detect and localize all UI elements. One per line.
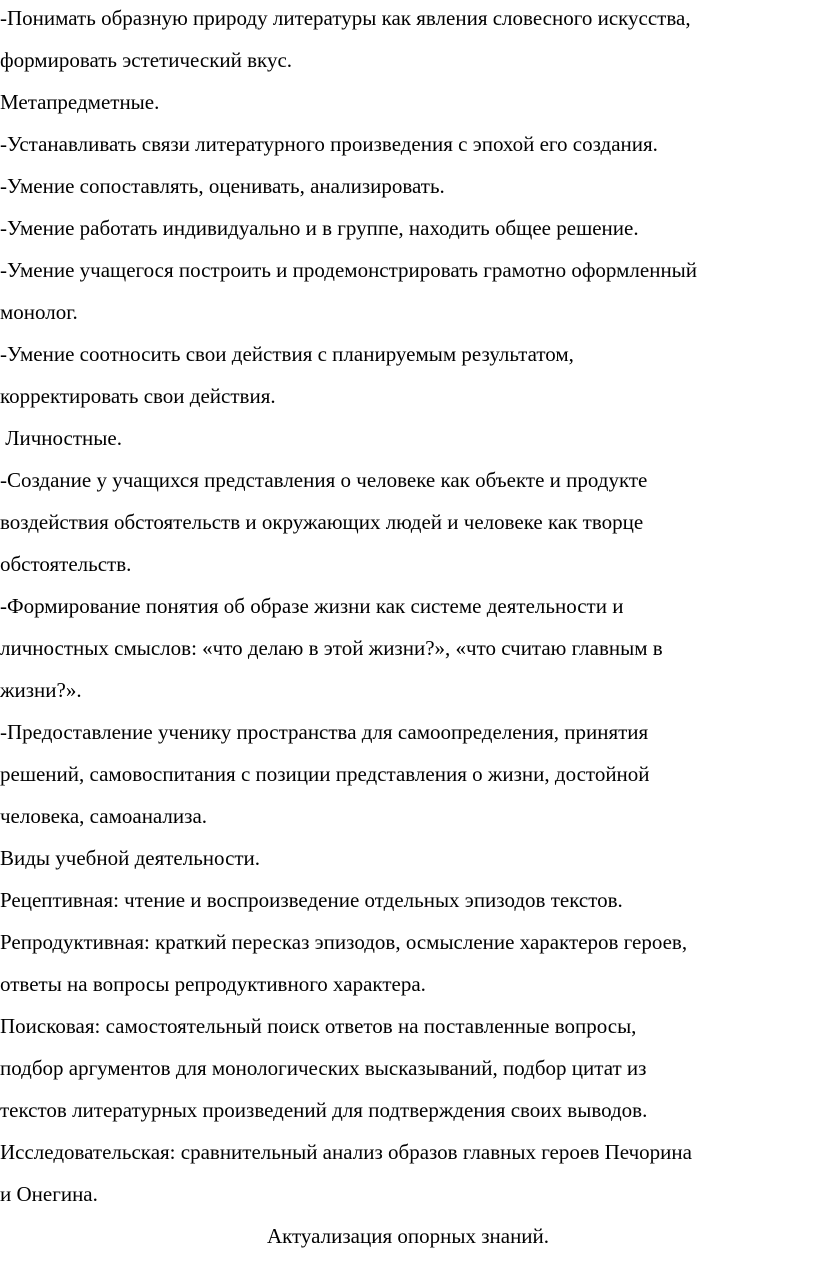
text-line: формировать эстетический вкус. [0, 48, 293, 72]
text-line: монолог. [0, 300, 78, 324]
text-line: подбор аргументов для монологических высказываний, подбор цитат из [0, 1056, 647, 1080]
text-line: Исследовательская: сравнительный анализ образов главных героев Печорина [0, 1140, 692, 1164]
text-line: -Умение учащегося построить и продемонстрировать грамотно оформленный [0, 258, 698, 282]
text-line: -Умение сопоставлять, оценивать, анализировать. [0, 174, 445, 198]
text-line: -Предоставление ученику пространства для самоопределения, принятия [0, 720, 649, 744]
centered-heading: Актуализация опорных знаний. [266, 1224, 550, 1248]
text-line: -Умение работать индивидуально и в группе, находить общее решение. [0, 216, 639, 240]
text-line: ответы на вопросы репродуктивного характера. [0, 972, 426, 996]
text-line: решений, самовоспитания с позиции представления о жизни, достойной [0, 762, 650, 786]
text-line: личностных смыслов: «что делаю в этой жизни?», «что считаю главным в [0, 636, 663, 660]
text-line: Поисковая: самостоятельный поиск ответов на поставленные вопросы, [0, 1014, 637, 1038]
section-heading-metasubject: Метапредметные. [0, 90, 160, 114]
text-line: текстов литературных произведений для подтверждения своих выводов. [0, 1098, 648, 1122]
section-heading-activities: Виды учебной деятельности. [0, 846, 261, 870]
text-line: воздействия обстоятельств и окружающих людей и человеке как творце [0, 510, 644, 534]
text-line: Рецептивная: чтение и воспроизведение отдельных эпизодов текстов. [0, 888, 623, 912]
text-line: и Онегина. [0, 1182, 98, 1206]
text-line: -Устанавливать связи литературного произведения с эпохой его создания. [0, 132, 658, 156]
text-line: -Умение соотносить свои действия с планируемым результатом, [0, 342, 574, 366]
text-line: человека, самоанализа. [0, 804, 208, 828]
text-line: -Создание у учащихся представления о человеке как объекте и продукте [0, 468, 648, 492]
text-line: -Формирование понятия об образе жизни как системе деятельности и [0, 594, 624, 618]
text-line: -Понимать образную природу литературы как явления словесного искусства, [0, 6, 691, 30]
text-line: корректировать свои действия. [0, 384, 276, 408]
section-heading-personal: Личностные. [0, 426, 122, 450]
text-line: обстоятельств. [0, 552, 132, 576]
text-line: жизни?». [0, 678, 82, 702]
text-line: Репродуктивная: краткий пересказ эпизодов, осмысление характеров героев, [0, 930, 688, 954]
